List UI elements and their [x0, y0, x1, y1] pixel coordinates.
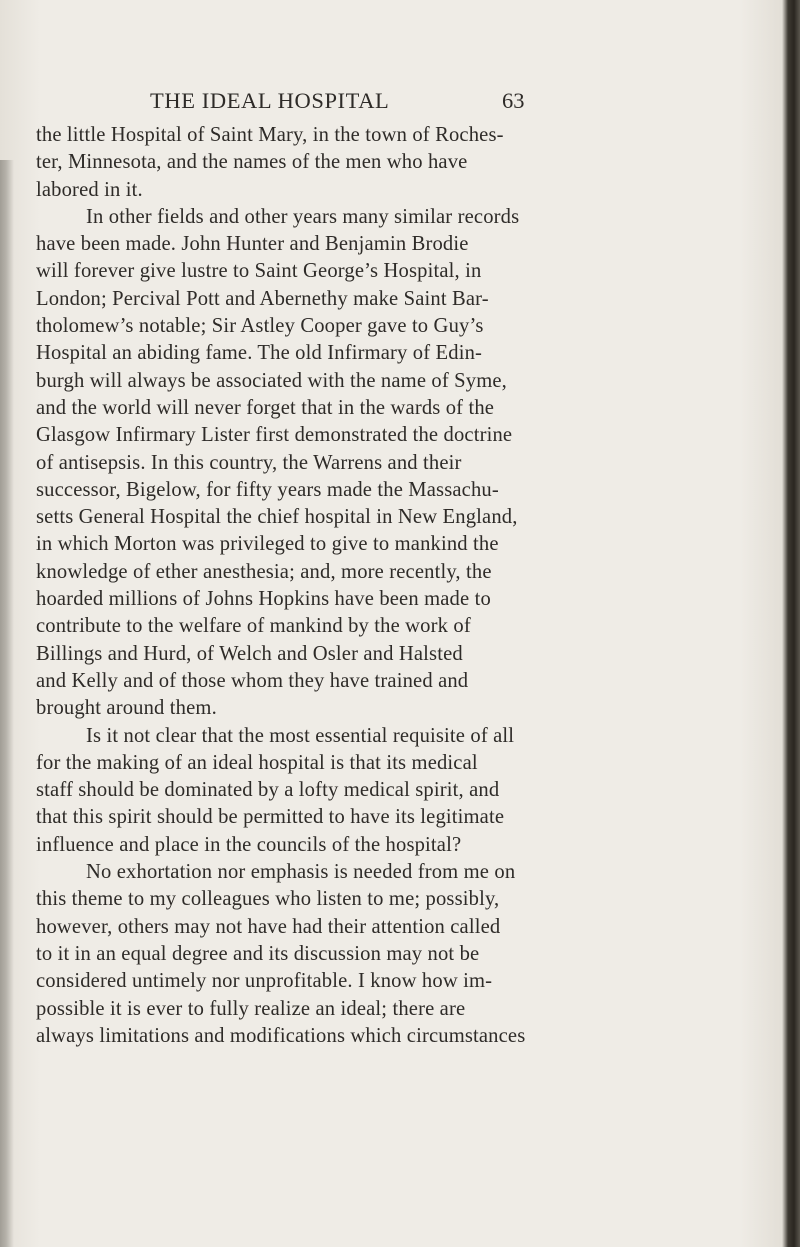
text-line: labored in it. — [36, 178, 143, 201]
text-line: that this spirit should be permitted to have its legitimate — [36, 806, 505, 829]
paragraph-first-line: In other fields and other years many similar records — [86, 205, 520, 228]
text-line: influence and place in the councils of the hospital? — [36, 833, 462, 856]
text-line: Glasgow Infirmary Lister first demonstrated the doctrine — [36, 424, 513, 447]
text-line: and the world will never forget that in the wards of the — [36, 396, 495, 419]
running-head — [0, 88, 800, 118]
text-line: setts General Hospital the chief hospital in New England, — [36, 506, 518, 529]
text-line: successor, Bigelow, for fifty years made the Massachu- — [36, 478, 499, 501]
text-line: will forever give lustre to Saint George’s Hospital, in — [36, 260, 482, 283]
text-line: knowledge of ether anesthesia; and, more recently, the — [36, 560, 492, 583]
text-line: London; Percival Pott and Abernethy make Saint Bar- — [36, 287, 489, 310]
text-line: always limitations and modifications which circumstances — [36, 1024, 526, 1047]
text-line: burgh will always be associated with the name of Syme, — [36, 369, 507, 392]
text-line: brought around them. — [36, 697, 217, 720]
body-text — [36, 122, 756, 1050]
text-line: contribute to the welfare of mankind by the work of — [36, 615, 471, 638]
text-line: Billings and Hurd, of Welch and Osler and Halsted — [36, 642, 463, 665]
text-line: hoarded millions of Johns Hopkins have been made to — [36, 588, 491, 611]
text-line: to it in an equal degree and its discussion may not be — [36, 942, 480, 965]
paragraph-first-line: Is it not clear that the most essential requisite of all — [86, 724, 515, 747]
text-line: the little Hospital of Saint Mary, in the town of Roches- — [36, 124, 504, 146]
page-edge-shadow — [782, 0, 800, 1247]
text-line: considered untimely nor unprofitable. I know how im- — [36, 970, 493, 993]
text-line: possible it is ever to fully realize an ideal; there are — [36, 997, 466, 1020]
text-line: ter, Minnesota, and the names of the men who have — [36, 151, 468, 174]
text-line: of antisepsis. In this country, the Warrens and their — [36, 451, 462, 474]
text-line: in which Morton was privileged to give to mankind the — [36, 533, 499, 556]
text-line: this theme to my colleagues who listen to me; possibly, — [36, 888, 500, 911]
page-number: 63 — [502, 88, 525, 113]
text-line: for the making of an ideal hospital is that its medical — [36, 751, 478, 774]
text-line: and Kelly and of those whom they have trained and — [36, 669, 469, 692]
text-line: staff should be dominated by a lofty medical spirit, and — [36, 779, 500, 802]
text-line: have been made. John Hunter and Benjamin Brodie — [36, 233, 469, 256]
paragraph-first-line: No exhortation nor emphasis is needed from me on — [86, 861, 516, 884]
page-gutter-shadow — [0, 160, 14, 1247]
running-head-title: THE IDEAL HOSPITAL — [150, 88, 390, 113]
text-line: Hospital an abiding fame. The old Infirmary of Edin- — [36, 342, 483, 365]
text-line: however, others may not have had their attention called — [36, 915, 501, 938]
text-line: tholomew’s notable; Sir Astley Cooper gave to Guy’s — [36, 315, 484, 338]
